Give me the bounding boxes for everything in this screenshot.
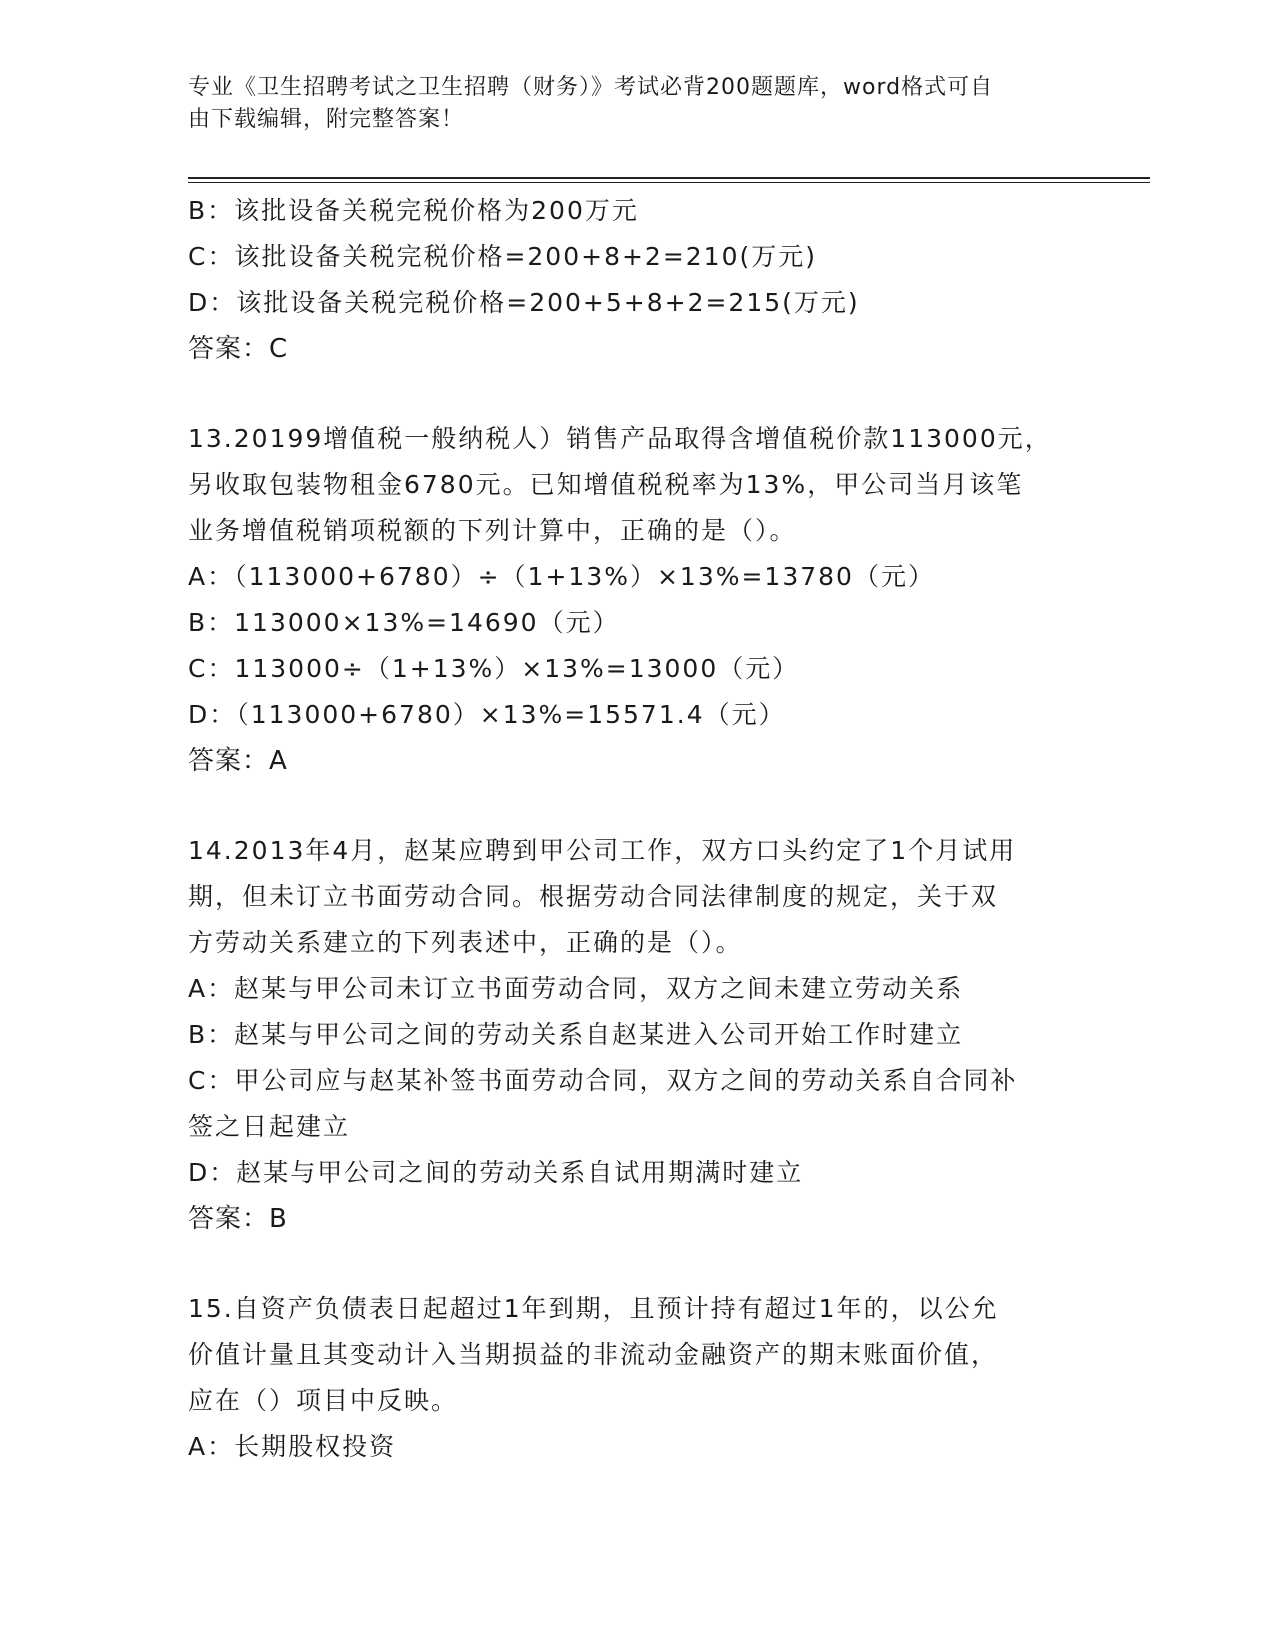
- option-b: B：该批设备关税完税价格为200万元: [188, 196, 639, 225]
- spacer: [188, 1242, 1088, 1286]
- header-line-1: 专业《卫生招聘考试之卫生招聘（财务）》考试必背200题题库，word格式可自: [188, 75, 994, 100]
- question-stem: 13.20199增值税一般纳税人）销售产品取得含增值税价款113000元，: [188, 424, 1052, 453]
- option-c-continued: 签之日起建立: [188, 1112, 351, 1141]
- option-a: A：（113000+6780）÷（1+13%）×13%=13780（元）: [188, 562, 935, 591]
- option-d: D：赵某与甲公司之间的劳动关系自试用期满时建立: [188, 1158, 804, 1187]
- header-divider-thin: [188, 182, 1150, 183]
- option-d: D：该批设备关税完税价格=200+5+8+2=215(万元): [188, 288, 860, 317]
- question-stem: 14.2013年4月，赵某应聘到甲公司工作，双方口头约定了1个月试用: [188, 836, 1017, 865]
- question-14: [188, 828, 1088, 1242]
- spacer: [188, 372, 1088, 416]
- question-12-tail: [188, 188, 1088, 372]
- option-a: A：赵某与甲公司未订立书面劳动合同，双方之间未建立劳动关系: [188, 974, 964, 1003]
- spacer: [188, 784, 1088, 828]
- document-header: [188, 72, 1068, 136]
- question-stem: 应在（）项目中反映。: [188, 1386, 459, 1415]
- option-d: D：（113000+6780）×13%=15571.4（元）: [188, 700, 786, 729]
- option-a: A：长期股权投资: [188, 1432, 397, 1461]
- question-stem: 业务增值税销项税额的下列计算中，正确的是（）。: [188, 516, 797, 545]
- option-c: C：113000÷（1+13%）×13%=13000（元）: [188, 654, 800, 683]
- document-body: [188, 188, 1088, 1470]
- answer: 答案：A: [188, 746, 288, 776]
- option-c: C：甲公司应与赵某补签书面劳动合同，双方之间的劳动关系自合同补: [188, 1066, 1018, 1095]
- question-stem: 15.自资产负债表日起超过1年到期，且预计持有超过1年的，以公允: [188, 1294, 999, 1323]
- question-stem: 期，但未订立书面劳动合同。根据劳动合同法律制度的规定，关于双: [188, 882, 999, 911]
- question-stem: 另收取包装物租金6780元。已知增值税税率为13%，甲公司当月该笔: [188, 470, 1024, 499]
- question-15: [188, 1286, 1088, 1470]
- option-c: C：该批设备关税完税价格=200+8+2=210(万元): [188, 242, 817, 271]
- option-b: B：113000×13%=14690（元）: [188, 608, 620, 637]
- question-stem: 方劳动关系建立的下列表述中，正确的是（）。: [188, 928, 743, 957]
- question-13: [188, 416, 1088, 784]
- header-line-2: 由下载编辑，附完整答案！: [188, 107, 465, 132]
- answer: 答案：C: [188, 334, 289, 364]
- option-b: B：赵某与甲公司之间的劳动关系自赵某进入公司开始工作时建立: [188, 1020, 964, 1049]
- answer: 答案：B: [188, 1204, 288, 1234]
- header-divider-thick: [188, 177, 1150, 179]
- question-stem: 价值计量且其变动计入当期损益的非流动金融资产的期末账面价值，: [188, 1340, 999, 1369]
